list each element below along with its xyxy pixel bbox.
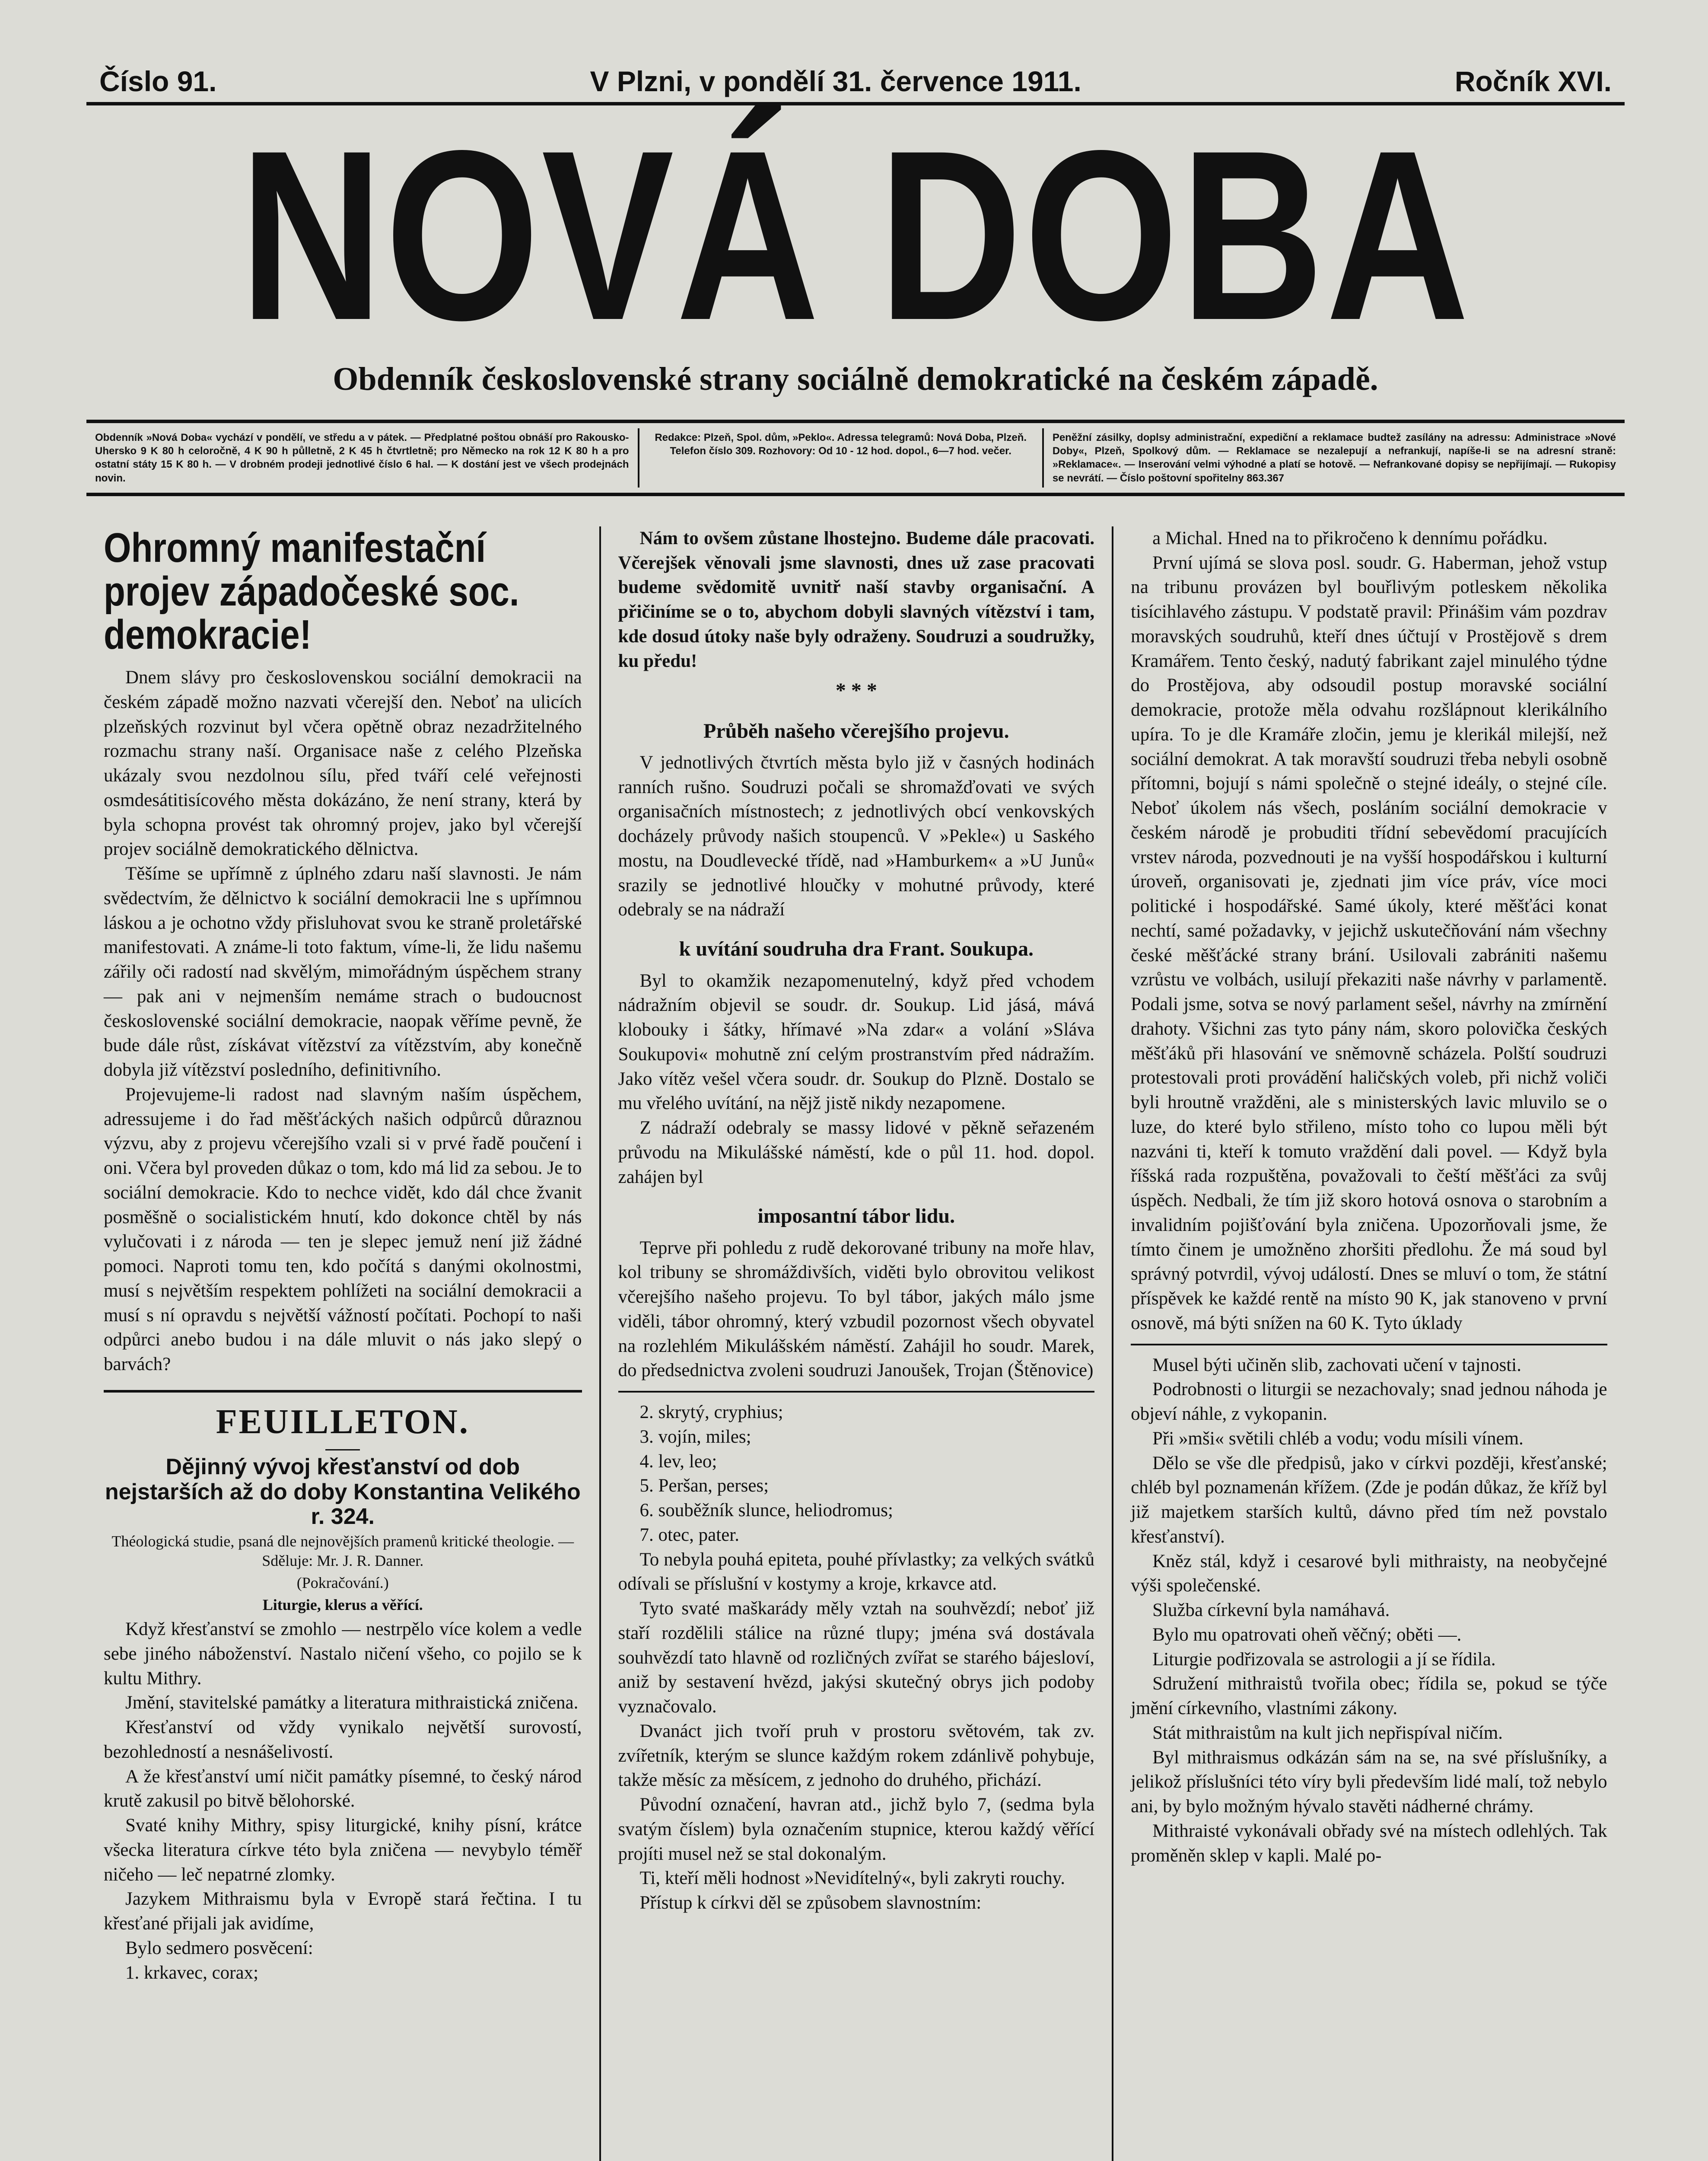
column-2: [599, 526, 1112, 2161]
issue-number: Číslo 91.: [99, 65, 217, 97]
paragraph: Dvanáct jich tvoří pruh v prostoru světovém, tak zv. zvířetník, kterým se slunce každým rokem zdánlivě pohybuje, takže měsíc za měsícem, z jednoho do druhého, přichází.: [618, 1721, 1095, 1791]
place-date: V Plzni, v pondělí 31. července 1911.: [590, 65, 1081, 97]
paragraph: Teprve při pohledu z rudě dekorované tribuny na moře hlav, kol tribuny se shromáždivších, viděti bylo obrovitou velikost včerejšího našeho projevu. To byl tábor, jakých málo jsme viděli, tábor ohromný, který vzbudil pozornost všech obyvatel na rozlehlém Mikulášském náměstí. Zahájil ho soudr. Marek, do předsednictva zvoleni soudruzi Janoušek, Trojan (Štěnovice): [618, 1237, 1095, 1381]
list-item: 6. souběžník slunce, heliodromus;: [639, 1500, 893, 1521]
feuilleton-byline: Théologická studie, psaná dle nejnovějších pramenů kritické theologie. — Sděluje: Mr. J. R. Danner.: [111, 1533, 574, 1570]
paragraph: a Michal. Hned na to přikročeno k dennímu pořádku.: [1152, 528, 1548, 548]
paragraph: Byl mithraismus odkázán sám na se, na své příslušníky, a jelikož příslušníci této víry byli především lidé malí, tož nebylo ani, by bylo možným hývalo stavěti nádherné chrámy.: [1131, 1747, 1607, 1817]
list: [618, 1400, 1095, 1548]
paragraph: Sdružení mithraistů tvořila obec; řídila se, pokud se týče jmění církevního, vlastními zákony.: [1131, 1673, 1607, 1718]
paragraph: Tyto svaté maškarády měly vztah na souhvězdí; neboť již staří rozdělili stálice na různé tlupy; jména svá dostávala souhvězdí tato hlavně od rozličných zvířat se starého bájesloví, aniž by sestavení hvězd, jakýsi skutečný obrys jich podoby vyznačovalo.: [618, 1598, 1095, 1717]
list-item: 2. skrytý, cryphius;: [639, 1402, 783, 1423]
paragraph: Křesťanství od vždy vynikalo největší surovostí, bezohledností a nesnášelivostí.: [104, 1717, 582, 1762]
paragraph: Musel býti učiněn slib, zachovati učení v tajnosti.: [1152, 1355, 1521, 1375]
volume-number: Ročník XVI.: [1454, 65, 1612, 97]
masthead-top-line: [86, 65, 1625, 105]
divider: [618, 1391, 1095, 1393]
paragraph: Mithraisté vykonávali obřady své na místech odlehlých. Tak proměněn sklep v kapli. Malé po-: [1131, 1820, 1607, 1866]
paragraph: Bylo mu opatrovati oheň věčný; oběti —.: [1152, 1624, 1462, 1645]
paragraph: V jednotlivých čtvrtích města bylo již v časných hodinách ranních rušno. Soudruzi počali se shromažďovati ve svých organisačních místnostech; z jednotlivých obcí venkovských docházely průvody našich stoupenců. V »Pekle«) u Saského mostu, na Doudlevecké třídě, nad »Hamburkem« a »U Junů« srazily se jednotlivé hloučky v mohutné průvody, které odebraly se na nádraží: [618, 752, 1095, 920]
paragraph: Byl to okamžik nezapomenutelný, když před vchodem nádražním objevil se soudr. dr. Soukup. Lid jásá, mává klobouky i šátky, hřímavé »Na zdar« a volání »Sláva Soukupovi« mohutně zní celým prostranstvím před nádražím. Jako vítěz vešel včera soudr. dr. Soukup do Plzně. Dostalo se mu vřelého uvítání, na nějž jistě nikdy nezapomene.: [618, 970, 1095, 1114]
feuilleton-title: FEUILLETON.: [216, 1402, 470, 1441]
list: [104, 1961, 582, 1986]
feuilleton-section: [104, 1390, 582, 1985]
paragraph: Dnem slávy pro československou sociální demokracii na českém západě možno nazvati včerejší den. Neboť na ulicích plzeňských rozvinut byl včera opětně obraz nezadržitelného rozmachu strany naší. Organisace naše z celého Plzeňska ukázaly svou nezdolnou sílu, před tváří celé veřejnosti osmdesátitisícového města dokázáno, že není strany, která by byla schopna provést tak ohromný projev, jako byl včerejší projev sociálně demokratického dělnictva.: [104, 667, 582, 860]
feuilleton-subhead: Liturgie, klerus a věřící.: [262, 1596, 423, 1614]
list-item: 3. vojín, miles;: [639, 1426, 751, 1447]
paragraph: Původní označení, havran atd., jichž bylo 7, (sedma byla svatým číslem) byla označením stupnice, kterou každý věřící projíti musel než se stal dokonalým.: [618, 1794, 1095, 1864]
paragraph: To nebyla pouhá epiteta, pouhé přívlastky; za velkých svátků odívali se příslušní v kostymy a kroje, krkavce atd.: [618, 1549, 1095, 1594]
newspaper-subtitle: Obdenník československé strany sociálně demokratické na českém západě.: [333, 361, 1378, 397]
article-columns: [86, 526, 1625, 2161]
newspaper-title: NOVÁ DOBA: [239, 100, 1472, 370]
list-item: 5. Peršan, perses;: [639, 1476, 769, 1496]
paragraph: Liturgie podřizovala se astrologii a jí se řídila.: [1152, 1649, 1496, 1670]
column-1: [86, 526, 599, 2161]
paragraph: Přístup k církvi děl se způsobem slavnostním:: [639, 1893, 982, 1913]
section-stars: * * *: [835, 679, 877, 702]
section-heading: imposantní tábor lidu.: [757, 1205, 955, 1228]
paragraph: Těšíme se upřímně z úplného zdaru naší slavnosti. Je nám svědectvím, že dělnictvo k sociální demokracii lne s upřímnou láskou a je ochotno vždy přisluhovat svou ke straně proletářské manifestovati. A známe-li toto faktum, víme-li, že lidu našemu zářily oči radostí nad skvělým, mimořádným úspěchem strany — pak ani v nejmenším nemáme strach o budoucnost československé sociální demokracie, naopak věříme pevně, že bude dále růst, získávat vítězství za vítězstvím, aby konečně dobyla již vítězství posledního, definitivního.: [104, 864, 582, 1080]
paragraph: Dělo se vše dle předpisů, jako v církvi později, křesťanské; chléb byl poznamenán křížem. (Zde je podán důkaz, že kříž byl již majetkem starších kultů, dávno před tím než povstalo křesťanství).: [1131, 1453, 1607, 1547]
paragraph: Podrobnosti o liturgii se nezachovaly; snad jednou náhoda je objeví náhle, z vykopanin.: [1131, 1379, 1607, 1424]
list-item: 1. krkavec, corax;: [125, 1962, 259, 1983]
administration-info: Peněžní zásilky, doplsy administrační, expediční a reklamace budtež zasílány na adressu: Administrace »Nové Doby«, Plzeň, Spolkový dům. — Reklamace se nezalepují a nefrankují, napíše-li se na adresní straně: »Reklamace«. — Inserování velmi výhodné a platí se hotově. — Nefrankované dopisy se nepřijímají. — Rukopisy se nevrátí. — Číslo poštovní spořitelny 863.367: [1052, 432, 1616, 484]
info-bar: [86, 420, 1625, 496]
paragraph: Ti, kteří měli hodnost »Nevidítelný«, byli zakryti rouchy.: [639, 1868, 1066, 1889]
paragraph: Když křesťanství se zmohlo — nestrpělo více kolem a vedle sebe jiného náboženství. Nastalo ničení všeho, co pojilo se k kultu Mithry.: [104, 1619, 582, 1689]
newspaper-page: [86, 65, 1625, 2161]
column-3: [1112, 526, 1625, 2161]
feuilleton-continued: (Pokračování.): [296, 1574, 389, 1592]
section-heading: k uvítání soudruha dra Frant. Soukupa.: [679, 937, 1034, 961]
subscription-info: Obdenník »Nová Doba« vychází v pondělí, ve středu a v pátek. — Předplatné poštou obnáší pro Rakousko-Uhersko 9 K 80 h celoročně, 4 K 90 h půlletně, 2 K 45 h čtvrtletně; pro Německo na rok 12 K 80 h a pro ostatní státy 15 K 80 h. — V drobném prodeji jednotlivé číslo 6 hal. — K dostání jest ve všech prodejnách novin.: [95, 432, 629, 484]
divider: [1131, 1344, 1607, 1345]
section-heading: Průběh našeho včerejšího projevu.: [703, 719, 1009, 743]
paragraph: První ujímá se slova posl. soudr. G. Haberman, jehož vstup na tribunu provázen byl bouřlivým potleskem několika tisícihlavého zástupu. V podstatě pravil: Přinášim vám pozdrav moravských soudruhů, kteří dnes účtují v Prostějově s drem Kramářem. Tento český, nadutý fabrikant zajel minulého týdne do Prostějova, aby odsoudil postup moravské sociální demokracie, protože měla odvahu rozšlápnout klerikálního upíra. To je dle Kramáře zločin, jemu je klerikál milejší, než sociální demokrat. A tak moravští soudruzi třeba nebyli osobně přítomni, bojují s námi společně o stejné ideály, o stejné cíle. Neboť úkolem nás všech, posláním sociální demokracie v českém národě je probuditi třídní sebevědomí pracujících vrstev národa, pozvednouti je na vyšší hospodářskou i kulturní úroveň, organisovati je, zjednati jim více práv, více moci politické i hospodářské. Samé úkoly, které měšťáci konat nechtí, samé požadavky, v jejichž uskutečňování nám všechny české měšťácké strany brání. Usilovali zabrániti našemu vzrůstu ve volbách, usilují překaziti naše návrhy v parlamentě. Podali jsme, sotva se nový parlament sešel, návrhy na zmírnění drahoty. Všichni zas tyto pány nám, skoro polovička českých měšťáků při hlasování ve sněmovně scházela. Polští soudruzi protestovali proti provádění haličských voleb, při nichž voliči byli hroutně vražděni, ale s ministerských lavic mluvilo se o luze, do které bylo střileno, místo toho co lupou měli být nazváni ti, kteří k tomuto vraždění dali povel. — Když byla říšská rada rozpuštěna, považovali to čeští měšťáci za svůj úspěch. Nedbali, že tím již skoro hotová osnova o starobním a invalidním pojišťování byla zničena. Upozorňovali jsme, že tímto činem je umožněno zhoršiti předlohu. Že má soud byl správný potvrdil, vývoj událostí. Dnes se mluví o tom, že státní příspěvek ke každé rentě na místo 90 K, jak stanoveno v první osnově, má býti snížen na 60 K. Tyto úklady: [1131, 552, 1607, 1333]
feuilleton-headline: Dějinný vývoj křesťanství od dob nejstarších až do doby Konstantina Velikého r. 324.: [105, 1454, 581, 1529]
divider: [325, 1449, 360, 1450]
list-item: 4. lev, leo;: [639, 1451, 717, 1472]
paragraph: A že křesťanství umí ničit památky písemné, to český národ krutě zakusil po bitvě bělohorské.: [104, 1766, 582, 1811]
paragraph: Stát mithraistům na kult jich nepřispíval ničím.: [1152, 1722, 1503, 1743]
lead-headline: Ohromný manifestační projev západočeské soc. demokracie!: [104, 524, 519, 658]
paragraph: Bylo sedmero posvěcení:: [125, 1938, 313, 1958]
list-item: 7. otec, pater.: [639, 1524, 739, 1545]
paragraph: Kněz stál, když i cesarové byli mithraisty, na neobyčejné výši společenské.: [1131, 1551, 1607, 1596]
editorial-info: Redakce: Plzeň, Spol. dům, »Peklo«. Adressa telegramů: Nová Doba, Plzeň. Telefon číslo 309. Rozhovory: Od 10 - 12 hod. dopol., 6—7 hod. večer.: [638, 428, 1044, 488]
paragraph: Svaté knihy Mithry, spisy liturgické, knihy písní, krátce všecka literatura církve této byla zničena — nevybylo téměř ničeho — leč nepatrné zlomky.: [104, 1815, 582, 1885]
paragraph: Projevujeme-li radost nad slavným naším úspěchem, adressujeme i do řad měšťáckých našich odpůrců důraznou výzvu, aby z projevu včerejšího vzali si v prvé řadě poučení i oni. Včera byl proveden důkaz o tom, kdo má lid za sebou. Je to sociální demokracie. Kdo to nechce vidět, kdo dál chce žvanit posměšně o socialistickém hnutí, kdo dokonce chtěl by nás vylučovati i z národa — ten je slepec jemuž není již žádné pomoci. Naproti tomu ten, kdo počítá s danými okolnostmi, musí s největším respektem pohlížeti na sociální demokracii a musí s ní opravdu s největší vážností počítati. Pochopí to naši odpůrci anebo budou i na dále mluvit o nás jako slepý o barvách?: [104, 1084, 582, 1375]
paragraph: Při »mši« světili chléb a vodu; vodu mísili vínem.: [1152, 1428, 1524, 1449]
paragraph: Z nádraží odebraly se massy lidové v pěkně seřazeném průvodu na Mikulášské náměstí, kde o půl 11. hod. dopol. zahájen byl: [618, 1118, 1095, 1187]
paragraph: Nám to ovšem zůstane lhostejno. Budeme dále pracovati. Včerejšek věnovali jsme slavnosti, dnes už zase pracovati budeme svědomitě uvnitř naší stavby organisační. A přičiníme se o to, abychom dobyli slavných vítězství i tam, kde dosud útoky naše byly odraženy. Soudruzi a soudružky, ku předu!: [618, 528, 1095, 671]
paragraph: Služba církevní byla namáhavá.: [1152, 1600, 1390, 1620]
paragraph: Jmění, stavitelské památky a literatura mithraistická zničena.: [125, 1692, 579, 1713]
paragraph: Jazykem Mithraismu byla v Evropě stará řečtina. I tu křesťané přijali jak avidíme,: [104, 1889, 582, 1934]
